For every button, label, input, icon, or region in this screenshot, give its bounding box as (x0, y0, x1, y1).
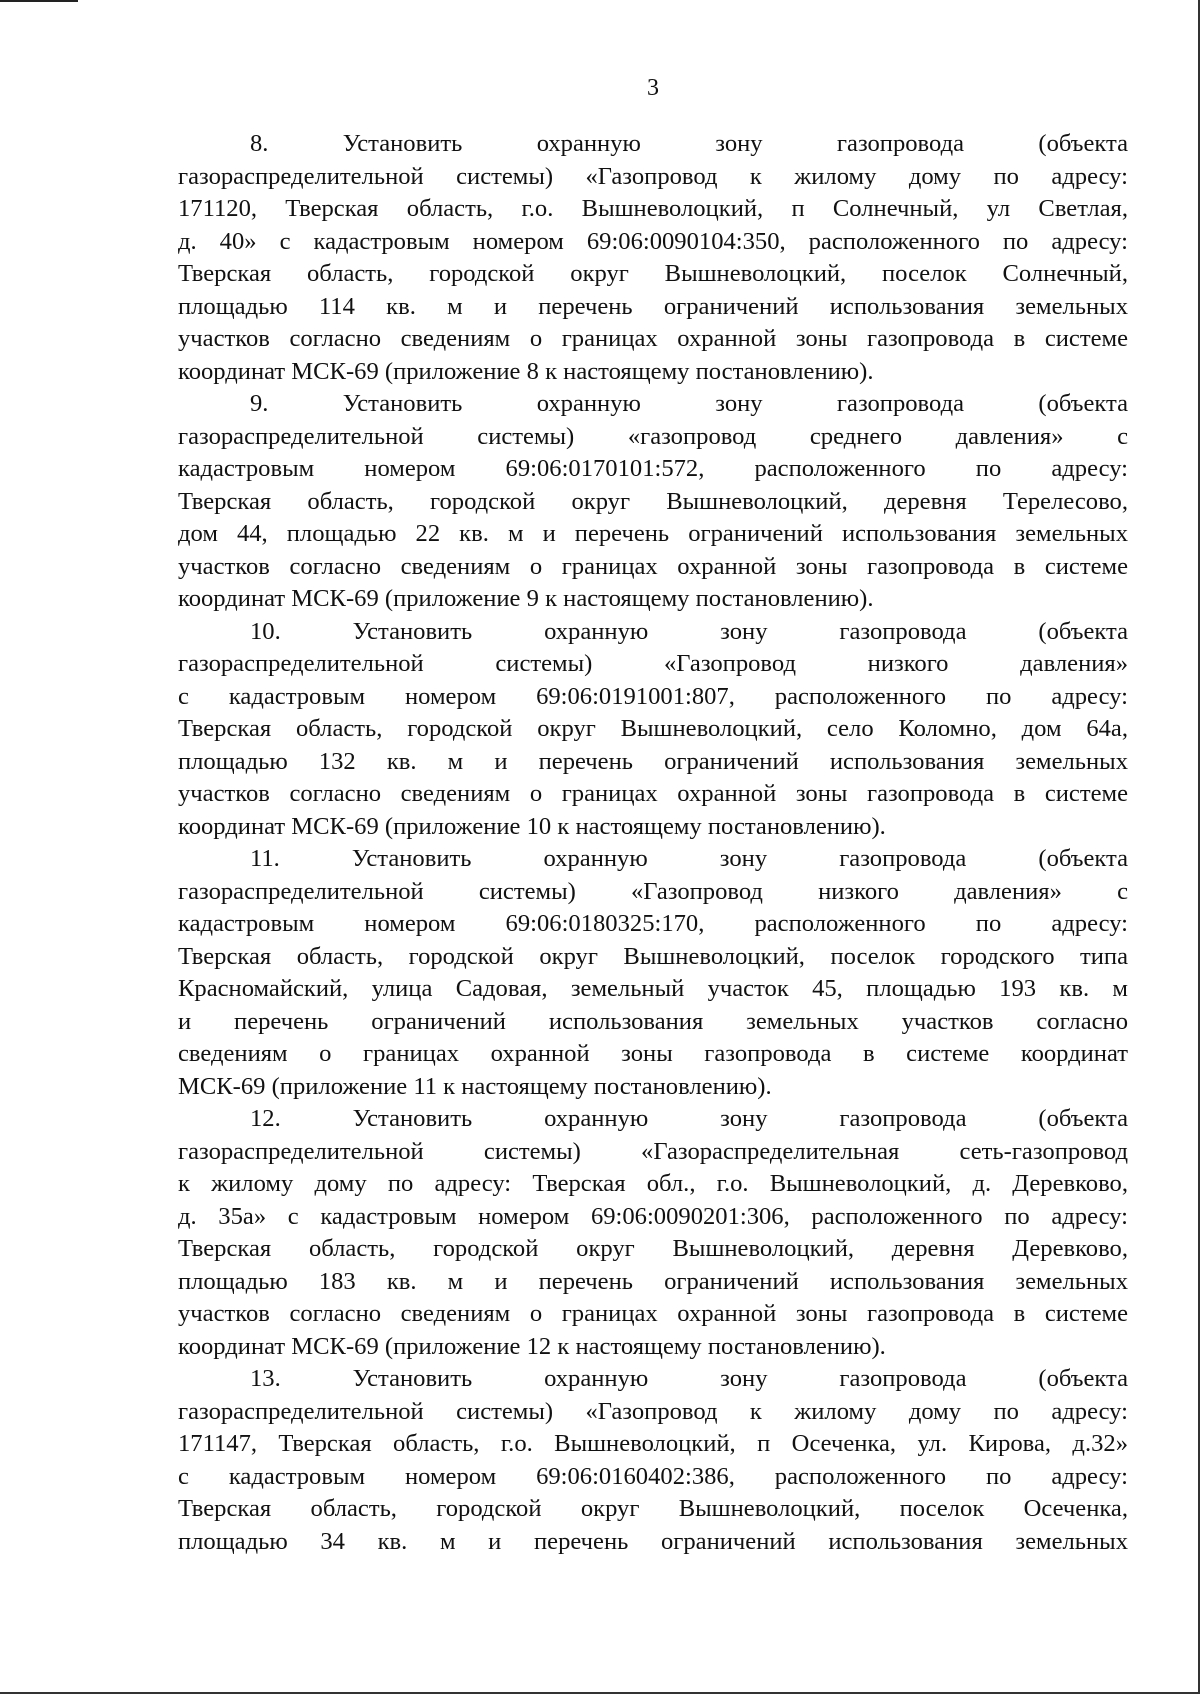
paragraph-11 (178, 843, 1128, 1103)
paragraph-line: координат МСК-69 (приложение 12 к настоящему постановлению). (178, 1332, 886, 1360)
paragraph-line: сведениям о границах охранной зоны газопровода в системе координат (178, 1040, 1128, 1067)
paragraph-line: кадастровым номером 69:06:0180325:170, расположенного по адресу: (178, 910, 1128, 937)
paragraph-line: Тверская область, городской округ Вышневолоцкий, село Коломно, дом 64а, (178, 715, 1128, 742)
paragraph-line: участков согласно сведениям о границах охранной зоны газопровода в системе (178, 780, 1128, 807)
paragraph-line: с кадастровым номером 69:06:0191001:807, расположенного по адресу: (178, 682, 1128, 710)
paragraph-line: газораспределительной системы) «Газопровод низкого давления» (178, 650, 1128, 677)
paragraph-line: участков согласно сведениям о границах охранной зоны газопровода в системе (178, 1300, 1128, 1327)
page-number: 3 (647, 75, 659, 101)
paragraph-9 (178, 388, 1128, 616)
paragraph-line: газораспределительной системы) «Газопровод к жилому дому по адресу: (178, 162, 1128, 190)
paragraph-line: МСК-69 (приложение 11 к настоящему постановлению). (178, 1072, 772, 1100)
paragraph-line: площадью 34 кв. м и перечень ограничений использования земельных (178, 1527, 1128, 1555)
paragraph-10 (178, 616, 1128, 844)
paragraph-line: дом 44, площадью 22 кв. м и перечень ограничений использования земельных (178, 520, 1128, 547)
paragraph-line: 10. Установить охранную зону газопровода (объекта (250, 617, 1128, 645)
paragraph-line: газораспределительной системы) «газопровод среднего давления» с (178, 422, 1128, 450)
paragraph-line: координат МСК-69 (приложение 9 к настоящему постановлению). (178, 585, 874, 612)
paragraph-line: Тверская область, городской округ Вышневолоцкий, деревня Терелесово, (178, 487, 1128, 515)
paragraph-line: к жилому дому по адресу: Тверская обл., г.о. Вышневолоцкий, д. Деревково, (178, 1170, 1128, 1197)
paragraph-line: 13. Установить охранную зону газопровода (объекта (250, 1365, 1128, 1392)
paragraph-line: 12. Установить охранную зону газопровода (объекта (250, 1105, 1128, 1132)
paragraph-line: площадью 114 кв. м и перечень ограничений использования земельных (178, 292, 1128, 320)
paragraph-line: Тверская область, городской округ Вышневолоцкий, поселок Солнечный, (178, 260, 1128, 287)
paragraph-8 (178, 128, 1128, 388)
paragraph-line: координат МСК-69 (приложение 10 к настоящему постановлению). (178, 812, 886, 840)
paragraph-line: и перечень ограничений использования земельных участков согласно (178, 1007, 1128, 1035)
paragraph-line: д. 35а» с кадастровым номером 69:06:0090201:306, расположенного по адресу: (178, 1202, 1128, 1230)
paragraph-line: Тверская область, городской округ Вышневолоцкий, поселок Осеченка, (178, 1495, 1128, 1522)
paragraph-12 (178, 1103, 1128, 1363)
paragraph-line: газораспределительной системы) «Газопровод к жилому дому по адресу: (178, 1397, 1128, 1425)
paragraph-line: участков согласно сведениям о границах охранной зоны газопровода в системе (178, 552, 1128, 580)
paragraph-line: площадью 183 кв. м и перечень ограничений использования земельных (178, 1267, 1128, 1295)
scan-edge-top (0, 0, 78, 2)
paragraph-line: 9. Установить охранную зону газопровода (объекта (250, 390, 1128, 417)
document-body (178, 128, 1128, 1558)
paragraph-line: 8. Установить охранную зону газопровода (объекта (250, 130, 1128, 157)
paragraph-line: 171120, Тверская область, г.о. Вышневолоцкий, п Солнечный, ул Светлая, (178, 195, 1128, 222)
paragraph-line: газораспределительной системы) «Газораспределительная сеть-газопровод (178, 1137, 1128, 1165)
paragraph-13 (178, 1363, 1128, 1558)
paragraph-line: кадастровым номером 69:06:0170101:572, расположенного по адресу: (178, 455, 1128, 482)
paragraph-line: Тверская область, городской округ Вышневолоцкий, деревня Деревково, (178, 1235, 1128, 1262)
paragraph-line: 11. Установить охранную зону газопровода (объекта (250, 845, 1128, 872)
paragraph-line: площадью 132 кв. м и перечень ограничений использования земельных (178, 747, 1128, 775)
paragraph-line: координат МСК-69 (приложение 8 к настоящему постановлению). (178, 357, 874, 385)
paragraph-line: Красномайский, улица Садовая, земельный участок 45, площадью 193 кв. м (178, 975, 1128, 1002)
paragraph-line: Тверская область, городской округ Вышневолоцкий, поселок городского типа (178, 942, 1128, 970)
paragraph-line: д. 40» с кадастровым номером 69:06:0090104:350, расположенного по адресу: (178, 227, 1128, 255)
paragraph-line: с кадастровым номером 69:06:0160402:386, расположенного по адресу: (178, 1462, 1128, 1490)
paragraph-line: участков согласно сведениям о границах охранной зоны газопровода в системе (178, 325, 1128, 352)
paragraph-line: газораспределительной системы) «Газопровод низкого давления» с (178, 877, 1128, 905)
paragraph-line: 171147, Тверская область, г.о. Вышневолоцкий, п Осеченка, ул. Кирова, д.32» (178, 1430, 1128, 1457)
